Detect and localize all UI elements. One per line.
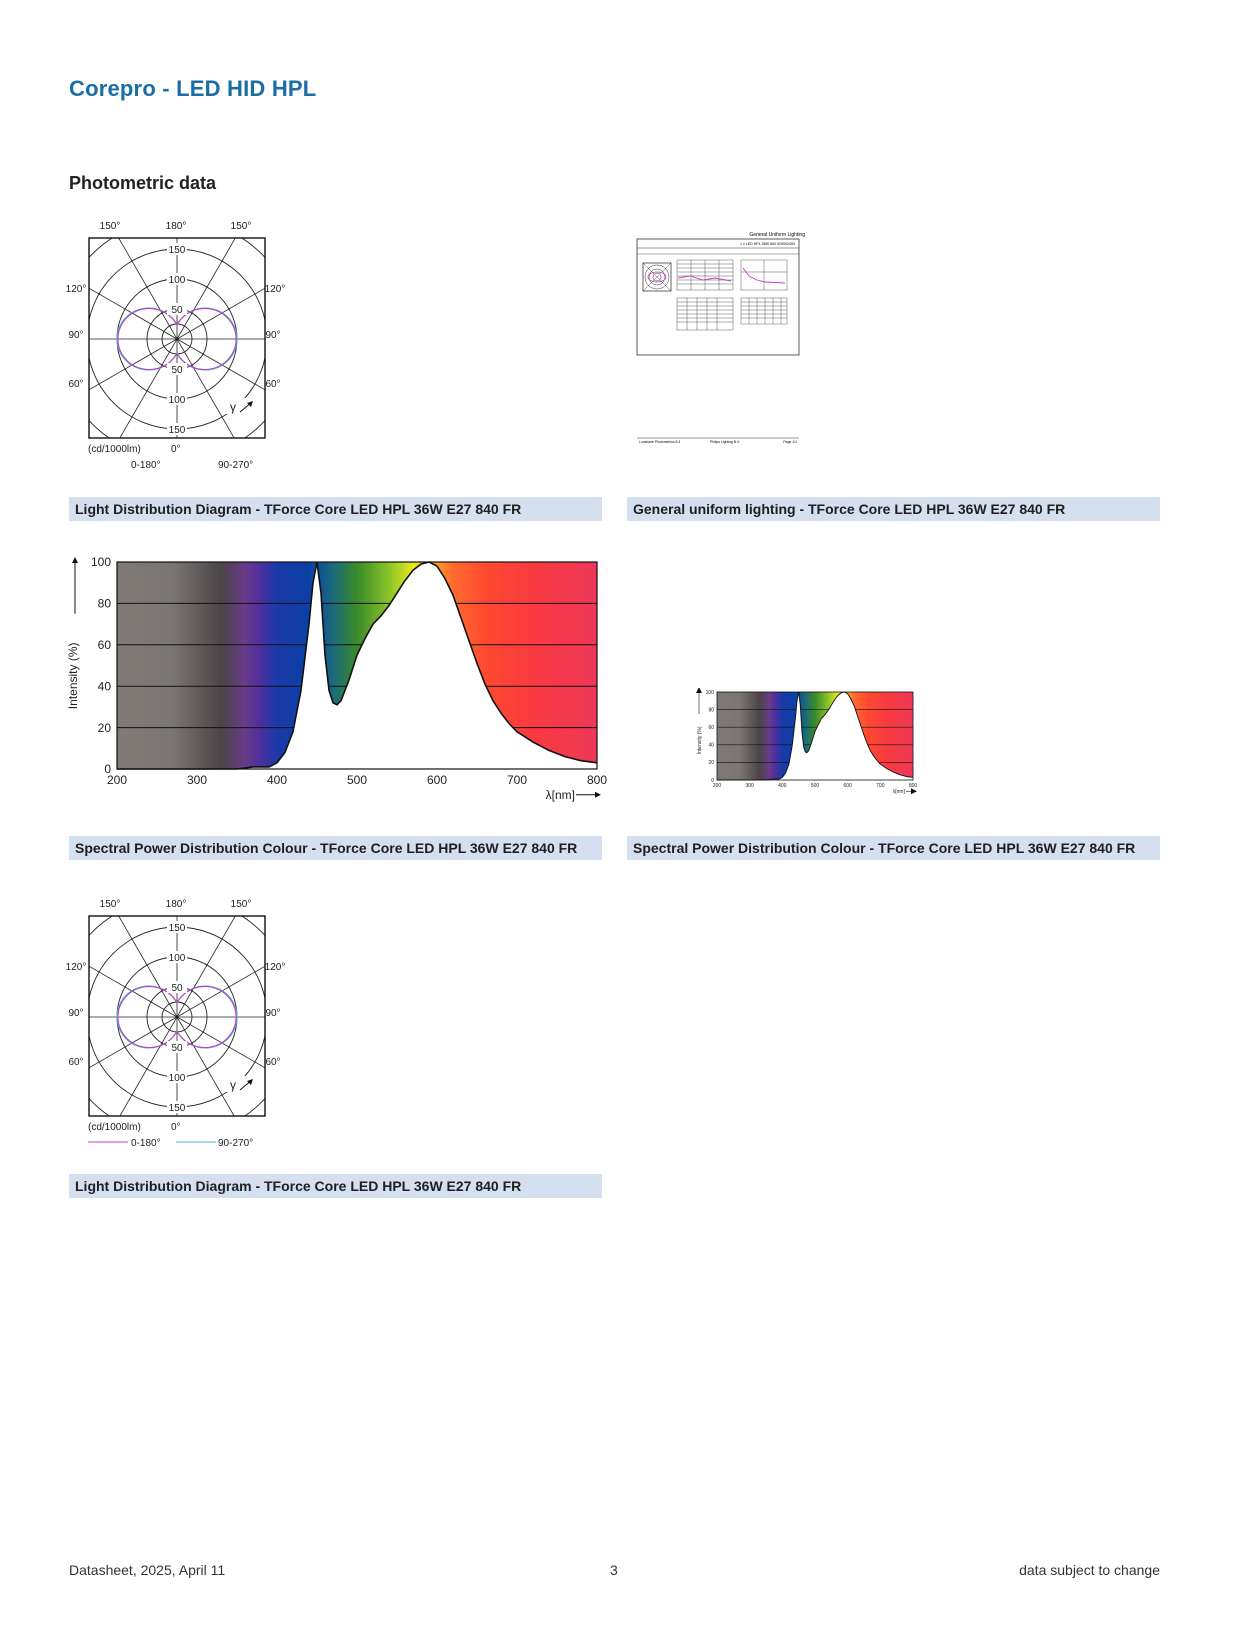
x-tick-label: 300 [186,773,208,787]
x-tick-label: 300 [745,783,754,789]
angle-label: 60° [68,1057,84,1068]
y-tick-label: 0 [711,777,714,784]
y-tick-label: 80 [708,707,714,714]
legend-label-b: 90-270° [218,1138,254,1149]
caption-spectral-1: Spectral Power Distribution Colour - TForce Core LED HPL 36W E27 840 FR [69,836,602,860]
y-tick-label: 100 [705,689,714,696]
light-distribution-diagram-2 [60,893,300,1155]
angle-label: 0° [171,1122,181,1133]
section-title: Photometric data [69,173,217,193]
x-tick-label: 600 [426,773,448,787]
x-tick-label: 700 [876,783,885,789]
ring-label: 50 [171,305,183,316]
angle-label: 180° [165,221,187,232]
angle-label: 90° [265,1008,281,1019]
caption-light-distribution-2: Light Distribution Diagram - TForce Core LED HPL 36W E27 840 FR [69,1174,602,1198]
angle-label: 180° [165,899,187,910]
angle-label: 150° [99,899,121,910]
angle-label: 90° [68,330,84,341]
light-distribution-diagram [60,215,300,477]
angle-label: 150° [99,221,121,232]
y-axis-label: Intensity (%) [66,642,80,710]
angle-label: 120° [264,284,286,295]
ring-label: 50 [171,1043,183,1054]
footer-date: Datasheet, 2025, April 11 [69,1562,226,1578]
y-axis-arrow-icon [696,688,702,693]
ring-label: 150 [168,425,186,436]
x-axis-label: λ[nm] [545,788,575,802]
x-axis-arrow-icon [595,792,601,798]
gamma-label: γ [230,1078,236,1092]
angle-label: 120° [264,962,286,973]
y-tick-label: 60 [708,724,714,731]
caption-spectral-2: Spectral Power Distribution Colour - TForce Core LED HPL 36W E27 840 FR [627,836,1160,860]
legend-label-a: 0-180° [131,460,161,471]
x-tick-label: 400 [266,773,288,787]
angle-label: 0° [171,444,181,455]
x-tick-label: 600 [843,783,852,789]
x-tick-label: 200 [712,783,722,789]
thumbnail-footer-right: Page 1/1 [783,440,797,444]
ring-label: 150 [168,1103,186,1114]
ring-label: 50 [171,983,183,994]
legend-label-a: 0-180° [131,1138,161,1149]
y-tick-label: 20 [708,760,714,767]
thumbnail-footer-left: Luminaire Photometrics 8.4 [639,440,681,444]
ring-label: 100 [168,395,186,406]
thumbnail-tables [677,260,787,330]
ring-label: 50 [171,365,183,376]
general-uniform-lighting-thumbnail [635,228,810,463]
x-tick-label: 500 [810,783,820,789]
thumbnail-header: General Uniform Lighting [749,232,805,238]
y-tick-label: 60 [97,638,111,652]
y-tick-label: 100 [90,555,111,570]
angle-label: 120° [65,284,87,295]
gamma-label: γ [230,400,236,414]
ring-label: 150 [168,923,186,934]
angle-label: 150° [230,221,252,232]
y-tick-label: 0 [104,762,111,777]
spectral-power-chart [62,552,617,808]
angle-label: 150° [230,899,252,910]
y-tick-label: 20 [97,720,111,735]
x-axis-label: λ[nm] [892,789,905,795]
ring-label: 100 [168,1073,186,1084]
ring-label: 100 [168,953,186,964]
x-tick-label: 200 [106,773,128,787]
spectral-power-chart-small [693,688,924,796]
caption-general-uniform-lighting: General uniform lighting - TForce Core LED HPL 36W E27 840 FR [627,497,1160,521]
y-tick-label: 80 [97,596,111,611]
unit-label: (cd/1000lm) [88,1122,141,1133]
document-title: Corepro - LED HID HPL [69,76,317,101]
angle-label: 90° [68,1008,84,1019]
y-tick-label: 40 [97,679,111,694]
y-axis-label: Intensity (%) [697,726,703,755]
x-tick-label: 800 [908,783,918,789]
unit-label: (cd/1000lm) [88,444,141,455]
footer-page-number: 3 [610,1562,618,1578]
x-axis-arrow-icon [911,788,917,794]
legend-label-b: 90-270° [218,460,254,471]
thumbnail-footer-mid: Philips Lighting B.V. [710,440,740,444]
angle-label: 120° [65,962,87,973]
y-axis-arrow-icon [72,557,78,563]
x-tick-label: 400 [778,783,787,789]
x-tick-label: 800 [586,773,608,787]
caption-light-distribution-1: Light Distribution Diagram - TForce Core LED HPL 36W E27 840 FR [69,497,602,521]
thumbnail-polar [643,263,671,291]
angle-label: 60° [265,379,281,390]
angle-label: 90° [265,330,281,341]
x-tick-label: 700 [506,773,528,787]
thumbnail-product: 1 x LED HPL 36W 840 929002493 [739,242,795,246]
y-tick-label: 40 [708,742,714,749]
footer-disclaimer: data subject to change [1019,1562,1160,1578]
x-tick-label: 500 [346,773,368,787]
thumbnail-frame [637,239,799,355]
angle-label: 60° [265,1057,281,1068]
angle-label: 60° [68,379,84,390]
ring-label: 100 [168,275,186,286]
ring-label: 150 [168,245,186,256]
